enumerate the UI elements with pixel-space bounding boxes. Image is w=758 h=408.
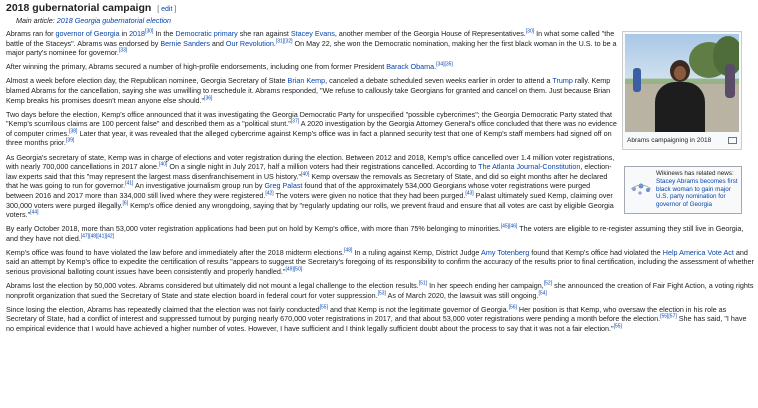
paragraph-text: The voters are eligible to re-register assuming they still live in Georgia, and they have not died. xyxy=(6,224,744,243)
paragraph-text: In her speech ending her campaign, xyxy=(427,281,544,291)
citation-ref[interactable]: [51] xyxy=(418,280,428,287)
paragraph-text: In the xyxy=(153,29,176,38)
paragraph-text: she announced the creation of Fair Fight Action, a voting rights nonprofit organization that sued the Secretary of State and state election board in federal court for voter suppression. xyxy=(6,281,754,300)
paragraph-text: An investigative journalism group run by xyxy=(133,181,265,191)
citation-ref[interactable]: [52] xyxy=(543,280,553,287)
paragraph-text: found that Kemp's office had violated the xyxy=(529,247,663,257)
citation-ref[interactable]: [55] xyxy=(613,323,622,330)
citation-ref[interactable]: [55] xyxy=(319,304,328,311)
paragraph-text: Kemp's office denied any wrongdoing, saying that by "regularly updating our rolls, we prevent fraud and ensure that all votes are cast by eligible Georgia voters." xyxy=(6,200,614,220)
citation-ref[interactable]: [36] xyxy=(204,95,213,102)
article-paragraph xyxy=(6,305,754,334)
edit-bracket-open: [ xyxy=(157,6,162,13)
wiki-link[interactable]: governor of Georgia xyxy=(55,29,120,38)
citation-ref[interactable]: [33] xyxy=(118,47,128,54)
paragraph-text: On a single night in July 2017, half a million voters had their registrations cancelled. According to xyxy=(167,162,479,172)
paragraph-text: , another member of the Georgia House of Representatives. xyxy=(334,29,526,38)
paragraph-text: Kemp oversaw the removals as Secretary of State, and did so eight months after he declared that he was going to run for governor. xyxy=(6,171,608,191)
paragraph-text: Her position is that Kemp, who oversaw the election in his role as Secretary of State, had a conflict of interest and suppressed turnout by purging nearly 670,000 voter registrations in 2017, and that about 53,000 voter registrations were pending a month before the election. xyxy=(6,304,727,324)
thumbnail-caption xyxy=(625,132,739,145)
paragraph-text: Palast ultimately sued Kemp, claiming over 300,000 voters were purged illegally. xyxy=(6,190,613,210)
citation-ref[interactable]: [6] xyxy=(122,200,129,207)
paragraph-text: Since losing the election, Abrams has repeatedly claimed that the election was not fairly conducted xyxy=(6,304,320,314)
section-title: 2018 gubernatorial campaign xyxy=(6,2,152,14)
paragraph-text: and said an attempt by Kemp's office to expedite the certification of results "appears to suggest the Secretary's foregoing of its responsibility to confirm the accuracy of the results prior to final certification, including the assessment of whether serious provisional balloting count issues have been consistently and properly handled." xyxy=(6,247,754,277)
wikinews-title: Wikinews has related news: xyxy=(656,170,734,177)
paragraph-text: Abrams ran for xyxy=(6,29,56,38)
paragraph-text: , election-law experts said that this "may represent the largest mass disenfranchisement in US history." xyxy=(6,162,612,181)
edit-bracket-close: ] xyxy=(172,6,177,13)
section-heading xyxy=(6,0,758,16)
enlarge-icon[interactable] xyxy=(728,137,737,144)
paragraph-text: Kemp's office was found to have violated the law before and immediately after the 2018 midterm elections. xyxy=(6,247,345,257)
paragraph-text: and that Kemp is not the legitimate governor of Georgia. xyxy=(327,304,509,314)
citation-ref[interactable]: [30] xyxy=(145,28,154,35)
paragraph-text: A 2020 investigation by the Georgia Attorney General's office concluded that there was no evidence of computer crimes. xyxy=(6,119,617,138)
paragraph-text: rally. Kemp blamed Abrams for the cancellation, saying she was unwilling to reschedule it. Abrams responded, "We refuse to callously take Georgians for granted and cancel on them. Just because Brian Kemp breaks his promises doesn't mean anyone else should." xyxy=(6,76,611,105)
wiki-link[interactable]: Help America Vote Act xyxy=(662,247,734,257)
article-paragraph xyxy=(6,110,618,148)
article-paragraph xyxy=(6,76,618,105)
wikinews-logo-icon xyxy=(629,181,653,197)
wiki-link[interactable]: Amy Totenberg xyxy=(481,247,530,257)
paragraph-text: In what some called "the battle of the Staceys". Abrams was endorsed by xyxy=(6,29,615,48)
citation-ref[interactable]: [40] xyxy=(301,171,310,178)
paragraph-text: Almost a week before election day, the Republican nominee, Georgia Secretary of State xyxy=(6,76,288,86)
wiki-link[interactable]: Bernie Sanders xyxy=(160,38,210,48)
citation-ref[interactable]: [43] xyxy=(465,190,474,197)
citation-ref[interactable]: [48] xyxy=(344,247,353,254)
wiki-link[interactable]: Our Revolution xyxy=(225,38,274,48)
thumbnail-caption-text: Abrams campaigning in 2018 xyxy=(627,137,712,144)
wiki-link[interactable]: Barack Obama xyxy=(386,62,435,72)
citation-ref[interactable]: [31][32] xyxy=(275,38,293,45)
thumbnail-image[interactable] xyxy=(625,34,739,132)
article-paragraph xyxy=(6,153,618,220)
paragraph-text: , canceled a debate scheduled seven weeks earlier in order to attend a xyxy=(325,76,553,86)
paragraph-text: Later that year, it was revealed that the alleged cybercrime against Kemp's office was in fact a planned security test that one of Kemp's staff members had signed off on three months prior. xyxy=(6,128,612,148)
main-article-link[interactable]: 2018 Georgia gubernatorial election xyxy=(56,16,172,25)
wiki-link[interactable]: 2018 xyxy=(129,29,146,38)
paragraph-text: and xyxy=(209,38,226,48)
citation-ref[interactable]: [37] xyxy=(290,118,300,125)
paragraph-text: As of March 2020, the lawsuit was still ongoing. xyxy=(385,290,539,300)
citation-ref[interactable]: [40] xyxy=(159,161,168,168)
paragraph-text: By early October 2018, more than 53,000 voter registration applications had been put on hold by Kemp's office, with more than 75% belonging to minorities. xyxy=(6,224,501,234)
article-paragraph xyxy=(6,248,754,277)
paragraph-text: On May 22, she won the Democratic nomination, making her the first black woman in the U.S. to be a major party's nominee for governor. xyxy=(6,38,617,58)
citation-ref[interactable]: [47][48][41][42] xyxy=(80,233,115,240)
citation-ref[interactable]: [45][46] xyxy=(500,223,518,230)
wiki-link[interactable]: The Atlanta Journal-Constitution xyxy=(478,162,581,172)
wikinews-story-link[interactable]: Stacey Abrams becomes first black woman to gain major U.S. party nomination for governor of Georgia xyxy=(656,177,738,209)
article-paragraph xyxy=(6,281,754,300)
citation-ref[interactable]: [53] xyxy=(377,290,386,297)
paragraph-text: As Georgia's secretary of state, Kemp was in charge of elections and voter registration during the election. Between 2012 and 2018, Kemp's office cancelled over 1.4 million voter registrations, with nearly 700,000 cancellations in 2017 alone. xyxy=(6,152,615,172)
edit-link[interactable]: edit xyxy=(161,6,173,13)
hatnote-prefix: Main article: xyxy=(16,16,57,25)
paragraph-text: in xyxy=(119,29,130,38)
paragraph-text: She has said, "I have no empirical evidence that I would have achieved a higher number of votes. However, I have sufficient and I think legally sufficient doubt about the process to say that it was not a fair election." xyxy=(6,314,747,334)
citation-ref[interactable]: [41] xyxy=(125,180,134,187)
edit-section xyxy=(157,6,176,13)
article-paragraph xyxy=(6,29,618,58)
citation-ref[interactable]: [42] xyxy=(265,190,274,197)
citation-ref[interactable]: [49][50] xyxy=(285,266,303,273)
wikinews-box xyxy=(624,166,742,214)
paragraph-text: . xyxy=(434,62,437,72)
paragraph-text: she ran against xyxy=(237,29,291,38)
citation-ref[interactable]: [56] xyxy=(508,304,517,311)
wiki-link[interactable]: Stacey Evans xyxy=(290,29,335,38)
paragraph-text: found that of the approximately 534,000 Georgians whose voter registrations were purged between 2016 and 2017 more than 334,000 still lived where they were registered. xyxy=(6,181,591,200)
paragraph-text: In a ruling against Kemp, District Judge xyxy=(352,247,482,257)
citation-ref[interactable]: [55][57] xyxy=(660,314,677,321)
wiki-link[interactable]: Brian Kemp xyxy=(287,76,326,86)
citation-ref[interactable]: [39] xyxy=(65,138,75,145)
article-paragraph xyxy=(6,224,754,243)
thumbnail xyxy=(622,31,742,150)
paragraph-text: After winning the primary, Abrams secured a number of high-profile endorsements, including one from former President xyxy=(6,62,387,72)
citation-ref[interactable]: [54] xyxy=(538,290,547,297)
hatnote xyxy=(6,16,758,26)
citation-ref[interactable]: [44] xyxy=(30,209,39,216)
wiki-link[interactable]: Greg Palast xyxy=(264,181,303,191)
paragraph-text: Abrams lost the election by 50,000 votes. Abrams considered but ultimately did not mount a legal challenge to the election results. xyxy=(6,281,419,291)
paragraph-text: . xyxy=(273,38,276,48)
citation-ref[interactable]: [34][35] xyxy=(436,61,453,68)
wiki-link[interactable]: Democratic primary xyxy=(175,29,238,38)
citation-ref[interactable]: [38] xyxy=(69,128,78,135)
paragraph-text: The voters were given no notice that they had been purged. xyxy=(273,190,466,200)
paragraph-text: Two days before the election, Kemp's office announced that it was investigating the Georgia Democratic Party for unspecified "possible cybercrimes"; the Georgia Democratic Party stated that "Kemp's scurrilous claims are 100 percent false" and described them as a "political stunt." xyxy=(6,109,613,129)
article-paragraph xyxy=(6,62,618,72)
wiki-link[interactable]: Trump xyxy=(552,76,573,86)
citation-ref[interactable]: [30] xyxy=(525,28,535,35)
